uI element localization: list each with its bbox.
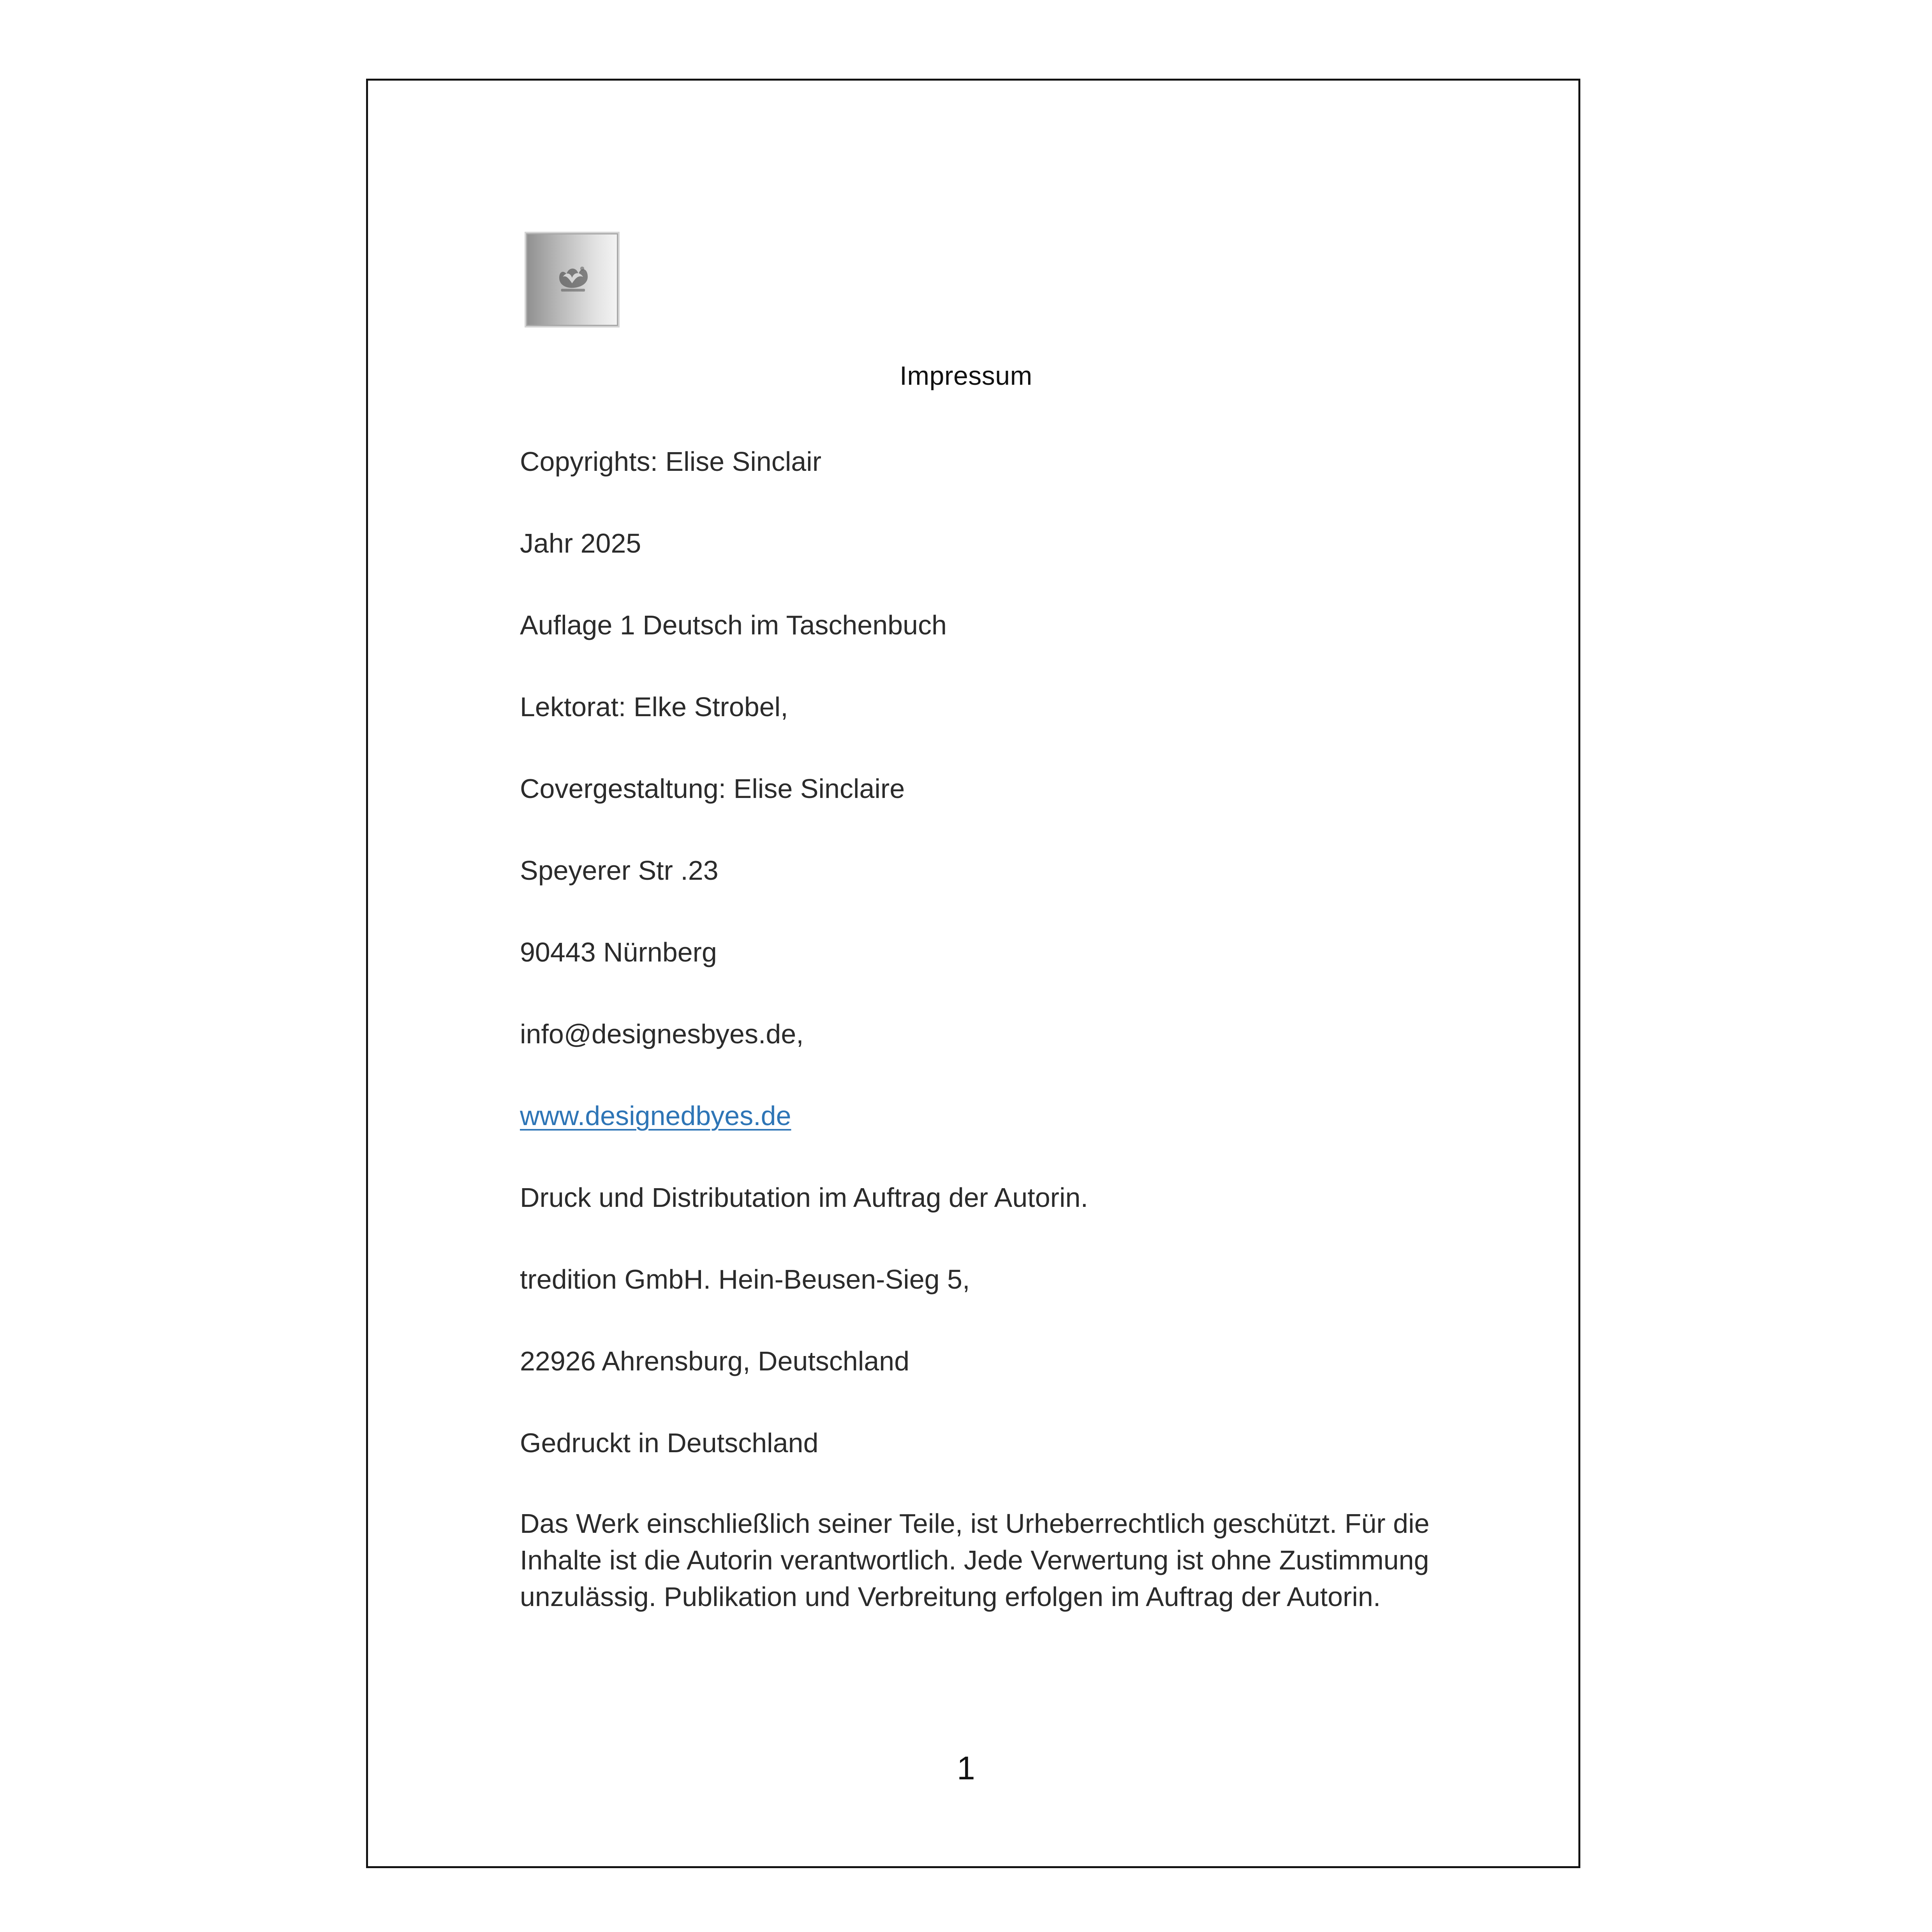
year-line: Jahr 2025 (520, 528, 641, 558)
website-link[interactable]: www.designedbyes.de (520, 1101, 791, 1131)
city-address-line: 90443 Nürnberg (520, 937, 717, 967)
publisher-city-line: 22926 Ahrensburg, Deutschland (520, 1346, 910, 1376)
cover-design-line: Covergestaltung: Elise Sinclaire (520, 773, 905, 804)
email-line: info@designesbyes.de, (520, 1019, 804, 1049)
copyright-line: Copyrights: Elise Sinclair (520, 446, 822, 477)
editor-line: Lektorat: Elke Strobel, (520, 692, 788, 722)
edition-line: Auflage 1 Deutsch im Taschenbuch (520, 610, 947, 640)
publisher-logo-icon (525, 232, 620, 328)
print-distribution-line: Druck und Distributation im Auftrag der Autorin. (520, 1182, 1088, 1213)
page-title: Impressum (900, 361, 1032, 391)
printed-in-line: Gedruckt in Deutschland (520, 1428, 819, 1458)
street-address-line: Speyerer Str .23 (520, 855, 719, 886)
publisher-line: tredition GmbH. Hein-Beusen-Sieg 5, (520, 1264, 970, 1294)
copyright-notice-paragraph: Das Werk einschließlich seiner Teile, ist Urheberrechtlich geschützt. Für die Inhalte ist die Autorin verantwortlich. Jede Verwertung ist ohne Zustimmung unzulässig. Publikation und Verbreitung erfolgen im Auftrag der Autorin. (520, 1508, 1430, 1612)
page-number: 1 (957, 1750, 975, 1786)
